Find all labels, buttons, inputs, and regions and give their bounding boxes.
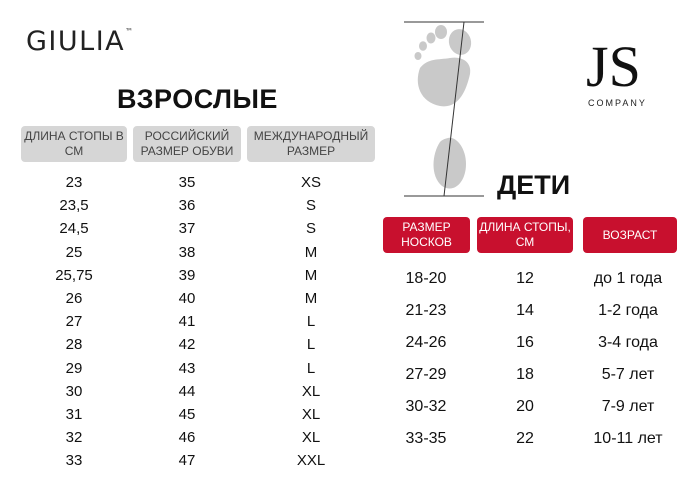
adults-cell: 43 [178, 359, 196, 377]
adults-cell: 38 [178, 243, 196, 261]
adults-cell: 36 [178, 197, 196, 215]
adults-title: ВЗРОСЛЫЕ [117, 84, 278, 114]
kids-cell: 18 [516, 366, 534, 383]
trademark-sign: ™ [125, 27, 135, 36]
logo-letters: JS [586, 34, 641, 99]
adults-cell: XL [301, 406, 321, 423]
adults-header-ru-size: РОССИЙСКИЙ РАЗМЕР ОБУВИ [133, 126, 241, 162]
kids-cell: до 1 года [593, 270, 663, 287]
kids-cell: 24-26 [405, 334, 447, 351]
adults-header-intl-size: МЕЖДУНАРОДНЫЙ РАЗМЕР [247, 126, 375, 162]
adults-cell: 31 [65, 406, 83, 423]
kids-cell: 27-29 [405, 366, 447, 383]
adults-cell: 47 [178, 452, 196, 470]
adults-cell: M [304, 290, 318, 307]
kids-cell: 18-20 [405, 270, 447, 287]
footprint-icon [415, 25, 474, 189]
adults-cell: 25 [65, 243, 83, 261]
adults-cell: 40 [178, 290, 196, 307]
adults-cell: 27 [65, 313, 83, 331]
kids-cell: 22 [516, 430, 534, 447]
adults-cell: 29 [65, 359, 83, 377]
kids-header-foot-length: ДЛИНА СТОПЫ, СМ [477, 217, 573, 253]
kids-cell: 7-9 лет [601, 398, 655, 415]
adults-cell: 26 [65, 290, 83, 307]
adults-cell: L [306, 359, 316, 377]
kids-cell: 33-35 [405, 430, 447, 447]
adults-header-foot-length: ДЛИНА СТОПЫ В СМ [21, 126, 127, 162]
adults-cell: 32 [65, 429, 83, 447]
logo-company-text: COMPANY [588, 98, 647, 108]
kids-cell: 5-7 лет [601, 366, 655, 383]
adults-cell: 23 [65, 174, 83, 191]
adults-cell: M [304, 266, 318, 284]
adults-cell: XL [301, 382, 321, 400]
kids-cell: 1-2 года [598, 302, 658, 319]
kids-cell: 21-23 [405, 302, 447, 319]
adults-cell: 35 [178, 174, 196, 191]
kids-header-sock-size: РАЗМЕР НОСКОВ [383, 217, 470, 253]
adults-cell: L [306, 336, 316, 354]
adults-cell: M [304, 243, 318, 261]
brand-name: GIULIA [26, 26, 126, 57]
adults-cell: 45 [178, 406, 196, 423]
adults-cell: 44 [178, 382, 196, 400]
adults-cell: 28 [65, 336, 83, 354]
adults-cell: 46 [178, 429, 196, 447]
adults-cell: 23,5 [59, 197, 89, 215]
kids-header-age: ВОЗРАСТ [583, 217, 677, 253]
adults-cell: XXL [296, 452, 326, 470]
adults-cell: 41 [178, 313, 196, 331]
kids-cell: 30-32 [405, 398, 447, 415]
kids-cell: 12 [516, 270, 534, 287]
brand-logo-giulia [26, 26, 135, 57]
kids-cell: 10-11 лет [593, 430, 663, 447]
adults-cell: 30 [65, 382, 83, 400]
kids-cell: 16 [516, 334, 534, 351]
adults-cell: 33 [65, 452, 83, 470]
adults-cell: 37 [178, 220, 196, 238]
kids-cell: 14 [516, 302, 534, 319]
adults-cell: S [305, 197, 316, 215]
adults-cell: 42 [178, 336, 196, 354]
adults-cell: XL [301, 429, 321, 447]
adults-cell: XS [300, 174, 321, 191]
adults-cell: 25,75 [55, 266, 93, 284]
adults-cell: S [305, 220, 316, 238]
adults-cell: 24,5 [59, 220, 89, 238]
adults-cell: L [306, 313, 316, 331]
kids-cell: 20 [516, 398, 534, 415]
kids-title: ДЕТИ [497, 170, 571, 200]
adults-cell: 39 [178, 266, 196, 284]
kids-cell: 3-4 года [598, 334, 658, 351]
foot-measure-illustration [400, 14, 490, 200]
